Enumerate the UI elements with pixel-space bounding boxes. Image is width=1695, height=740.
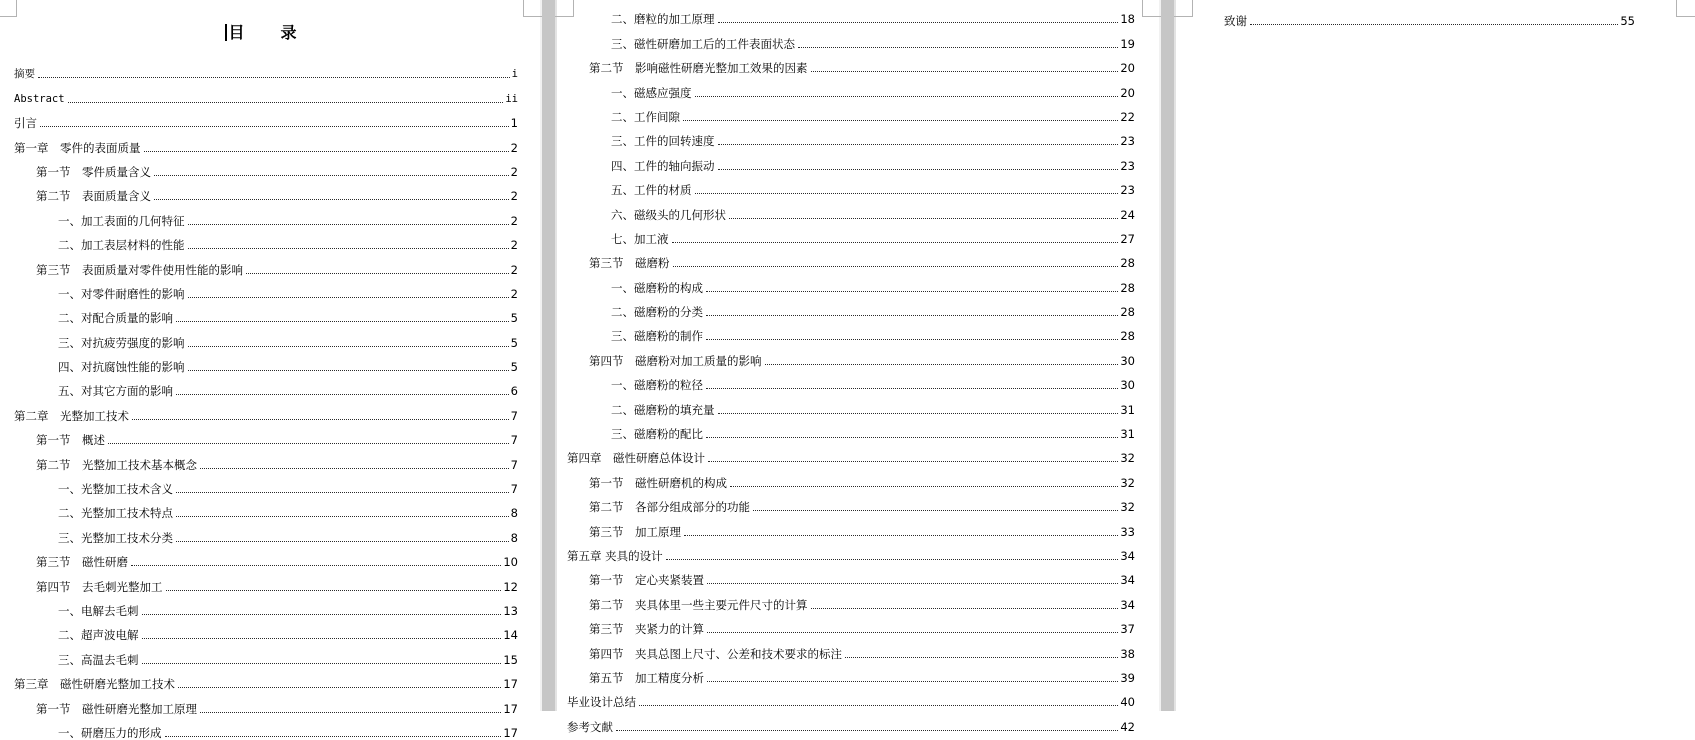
toc-leader-dots — [718, 401, 1119, 414]
toc-leader-dots — [132, 407, 509, 420]
page-gutter-1 — [540, 0, 557, 711]
toc-leader-dots — [200, 456, 509, 469]
toc-leader-dots — [684, 523, 1118, 536]
toc-entry-page-number: 28 — [1120, 280, 1135, 295]
toc-entry[interactable] — [567, 392, 1135, 416]
toc-entry-label: 二、光整加工技术特点 — [58, 506, 173, 521]
toc-leader-dots — [144, 139, 509, 152]
toc-entry-label: 一、对零件耐磨性的影响 — [58, 286, 185, 301]
toc-entry[interactable] — [567, 197, 1135, 221]
toc-entry-page-number: 5 — [510, 335, 518, 350]
toc-entry-label: 第四节 去毛刺光整加工 — [36, 579, 163, 594]
toc-entry-label: 一、磁磨粉的粒径 — [611, 378, 703, 393]
toc-leader-dots — [166, 578, 502, 591]
toc-leader-dots — [176, 480, 509, 493]
toc-entry-label: 三、光整加工技术分类 — [58, 530, 173, 545]
toc-entry[interactable] — [14, 398, 518, 422]
toc-entry[interactable] — [14, 203, 518, 227]
toc-leader-dots — [706, 425, 1118, 438]
toc-entry-page-number: 23 — [1120, 183, 1135, 198]
toc-entry-label: 第三节 表面质量对零件使用性能的影响 — [36, 262, 243, 277]
toc-entry[interactable] — [14, 642, 518, 666]
toc-entry-page-number: 32 — [1120, 475, 1135, 490]
toc-leader-dots — [40, 114, 509, 127]
toc-entry[interactable] — [567, 295, 1135, 319]
toc-entry[interactable] — [567, 490, 1135, 514]
toc-entry-page-number: 13 — [503, 603, 518, 618]
toc-leader-dots — [765, 352, 1119, 365]
toc-leader-dots — [708, 449, 1118, 462]
toc-leader-dots — [188, 334, 509, 347]
toc-leader-dots — [811, 59, 1119, 72]
toc-entry-page-number: i — [511, 68, 518, 81]
toc-leader-dots — [672, 230, 1119, 243]
toc-entry[interactable] — [14, 301, 518, 325]
toc-entry-page-number: 32 — [1120, 500, 1135, 515]
toc-leader-dots — [142, 626, 502, 639]
toc-entry-page-number: 32 — [1120, 451, 1135, 466]
toc-leader-dots — [188, 236, 509, 249]
page-2-body — [557, 2, 1159, 734]
toc-entry-page-number: 2 — [510, 262, 518, 277]
toc-leader-dots — [188, 358, 509, 371]
toc-entry-page-number: 19 — [1120, 36, 1135, 51]
toc-entry[interactable] — [14, 155, 518, 179]
toc-entry-label: 五、对其它方面的影响 — [58, 384, 173, 399]
toc-entry[interactable] — [14, 228, 518, 252]
toc-entry-label: 第二节 夹具体里一些主要元件尺寸的计算 — [589, 597, 808, 612]
toc-entry[interactable] — [567, 148, 1135, 172]
toc-entry[interactable] — [567, 539, 1135, 563]
toc-leader-dots — [673, 254, 1119, 267]
toc-entry-label: 三、磁性研磨加工后的工件表面状态 — [611, 36, 795, 51]
toc-leader-dots — [188, 212, 509, 225]
toc-entry-label: 第一章 零件的表面质量 — [14, 140, 141, 155]
toc-entry[interactable] — [567, 343, 1135, 367]
toc-entry-label: 二、加工表层材料的性能 — [58, 238, 185, 253]
toc-entry-label: 一、磁感应强度 — [611, 85, 692, 100]
toc-entry-page-number: 2 — [510, 164, 518, 179]
toc-list-page-2 — [567, 2, 1135, 734]
toc-entry-label: 三、对抗疲劳强度的影响 — [58, 335, 185, 350]
toc-leader-dots — [707, 571, 1118, 584]
toc-entry-page-number: 2 — [510, 140, 518, 155]
toc-entry-label: 一、磁磨粉的构成 — [611, 280, 703, 295]
toc-entry[interactable] — [14, 545, 518, 569]
toc-leader-dots — [108, 431, 509, 444]
toc-entry-page-number: 38 — [1120, 646, 1135, 661]
toc-entry[interactable] — [567, 685, 1135, 709]
toc-leader-dots — [200, 700, 501, 713]
page-title — [14, 22, 518, 44]
toc-leader-dots — [695, 181, 1119, 194]
toc-entry-page-number: 20 — [1120, 61, 1135, 76]
toc-entry-page-number: 40 — [1120, 695, 1135, 710]
toc-entry-label: 六、磁级头的几何形状 — [611, 207, 726, 222]
toc-entry-label: 三、磁磨粉的配比 — [611, 427, 703, 442]
toc-leader-dots — [706, 279, 1118, 292]
toc-entry-label: 毕业设计总结 — [567, 695, 636, 710]
toc-entry-page-number: 27 — [1120, 231, 1135, 246]
toc-entry-label: 致谢 — [1224, 14, 1247, 29]
toc-entry-page-number: 23 — [1120, 158, 1135, 173]
toc-leader-dots — [178, 675, 501, 688]
toc-entry[interactable] — [567, 417, 1135, 441]
toc-leader-dots — [683, 108, 1118, 121]
toc-entry-label: 第三节 夹紧力的计算 — [589, 622, 704, 637]
toc-leader-dots — [176, 504, 509, 517]
toc-entry[interactable] — [567, 222, 1135, 246]
toc-entry-page-number: 23 — [1120, 134, 1135, 149]
toc-entry[interactable] — [567, 319, 1135, 343]
toc-entry-page-number: 1 — [510, 116, 518, 131]
toc-entry[interactable] — [14, 716, 518, 740]
toc-entry[interactable] — [567, 661, 1135, 685]
toc-entry-page-number: 17 — [503, 701, 518, 716]
toc-leader-dots — [142, 602, 502, 615]
toc-leader-dots — [246, 261, 509, 274]
toc-leader-dots — [176, 309, 509, 322]
toc-entry[interactable] — [14, 325, 518, 349]
toc-entry[interactable] — [14, 179, 518, 203]
toc-entry[interactable] — [567, 100, 1135, 124]
toc-entry[interactable] — [567, 51, 1135, 75]
toc-leader-dots — [616, 718, 1118, 731]
toc-leader-dots — [165, 724, 502, 737]
document-page-2[interactable] — [557, 0, 1159, 734]
toc-entry-label: 四、工件的轴向振动 — [611, 158, 715, 173]
toc-entry-label: 第一节 概述 — [36, 433, 105, 448]
toc-entry-page-number: 12 — [503, 579, 518, 594]
toc-entry[interactable] — [14, 667, 518, 691]
toc-entry-page-number: 8 — [510, 530, 518, 545]
toc-leader-dots — [706, 376, 1118, 389]
toc-leader-dots — [730, 474, 1118, 487]
page-1-body — [0, 22, 540, 740]
document-page-3[interactable] — [1176, 0, 1693, 711]
toc-entry-page-number: 2 — [510, 213, 518, 228]
toc-entry-label: 第一节 磁性研磨光整加工原理 — [36, 701, 197, 716]
toc-entry-label: 一、光整加工技术含义 — [58, 482, 173, 497]
toc-entry-page-number: 42 — [1120, 719, 1135, 734]
toc-entry-label: 二、工作间隙 — [611, 109, 680, 124]
toc-entry-label: 二、磁磨粉的填充量 — [611, 402, 715, 417]
toc-entry[interactable] — [567, 270, 1135, 294]
toc-leader-dots — [798, 35, 1118, 48]
toc-entry-page-number: 14 — [503, 628, 518, 643]
toc-entry[interactable] — [14, 496, 518, 520]
toc-entry-page-number: 2 — [510, 189, 518, 204]
toc-entry-label: 第一节 定心夹紧装置 — [589, 573, 704, 588]
toc-entry-page-number: 30 — [1120, 353, 1135, 368]
toc-entry[interactable] — [567, 2, 1135, 26]
toc-entry-label: 一、加工表面的几何特征 — [58, 213, 185, 228]
toc-entry-page-number: 28 — [1120, 329, 1135, 344]
toc-entry-page-number: 6 — [510, 384, 518, 399]
toc-entry-page-number: 7 — [510, 457, 518, 472]
toc-leader-dots — [68, 90, 504, 103]
toc-entry-page-number: 39 — [1120, 670, 1135, 685]
toc-entry-page-number: 2 — [510, 238, 518, 253]
page-gutter-2 — [1159, 0, 1176, 711]
toc-list-page-1 — [14, 57, 518, 740]
toc-entry-label: 五、工件的材质 — [611, 183, 692, 198]
toc-leader-dots — [38, 65, 510, 78]
toc-entry-page-number: 28 — [1120, 305, 1135, 320]
toc-leader-dots — [1250, 12, 1618, 25]
toc-entry[interactable] — [567, 563, 1135, 587]
toc-entry[interactable] — [14, 81, 518, 105]
toc-entry-label: 第四节 夹具总图上尺寸、公差和技术要求的标注 — [589, 646, 842, 661]
toc-entry-label: 第一节 磁性研磨机的构成 — [589, 475, 727, 490]
toc-leader-dots — [729, 206, 1118, 219]
toc-entry[interactable] — [1224, 4, 1635, 28]
toc-entry-page-number: 2 — [510, 286, 518, 301]
toc-entry-page-number: 17 — [503, 725, 518, 740]
toc-entry[interactable] — [14, 520, 518, 544]
toc-entry-page-number: 37 — [1120, 622, 1135, 637]
toc-entry[interactable] — [567, 514, 1135, 538]
toc-leader-dots — [718, 10, 1119, 23]
toc-entry[interactable] — [14, 569, 518, 593]
toc-entry[interactable] — [567, 587, 1135, 611]
toc-leader-dots — [845, 645, 1118, 658]
toc-entry-label: Abstract — [14, 92, 65, 105]
toc-entry-label: 二、磨粒的加工原理 — [611, 12, 715, 27]
toc-entry[interactable] — [567, 124, 1135, 148]
toc-entry[interactable] — [14, 252, 518, 276]
toc-entry-page-number: ii — [505, 92, 518, 105]
page-3-body — [1176, 4, 1693, 28]
toc-entry-page-number: 34 — [1120, 573, 1135, 588]
toc-leader-dots — [188, 285, 509, 298]
toc-entry-label: 摘要 — [14, 68, 35, 81]
toc-leader-dots — [706, 303, 1118, 316]
toc-entry[interactable] — [14, 594, 518, 618]
toc-entry-label: 第二节 光整加工技术基本概念 — [36, 457, 197, 472]
toc-entry[interactable] — [14, 618, 518, 642]
toc-entry-label: 一、电解去毛刺 — [58, 603, 139, 618]
toc-entry-page-number: 31 — [1120, 427, 1135, 442]
toc-entry-label: 第三节 加工原理 — [589, 524, 681, 539]
toc-entry-page-number: 31 — [1120, 402, 1135, 417]
toc-entry[interactable] — [14, 106, 518, 130]
toc-list-page-3 — [1224, 4, 1635, 28]
document-page-1[interactable] — [0, 0, 540, 740]
toc-entry-label: 第二节 影响磁性研磨光整加工效果的因素 — [589, 61, 808, 76]
toc-entry-label: 三、高温去毛刺 — [58, 652, 139, 667]
toc-entry[interactable] — [14, 691, 518, 715]
toc-entry[interactable] — [567, 441, 1135, 465]
toc-leader-dots — [176, 529, 509, 542]
toc-entry-label: 引言 — [14, 116, 37, 131]
toc-entry[interactable] — [567, 709, 1135, 733]
toc-entry-page-number: 34 — [1120, 548, 1135, 563]
toc-entry[interactable] — [567, 173, 1135, 197]
toc-entry-page-number: 10 — [503, 555, 518, 570]
toc-entry-label: 第二章 光整加工技术 — [14, 408, 129, 423]
toc-entry-label: 参考文献 — [567, 719, 613, 734]
toc-leader-dots — [706, 327, 1118, 340]
toc-leader-dots — [718, 157, 1119, 170]
toc-entry-label: 一、研磨压力的形成 — [58, 725, 162, 740]
toc-leader-dots — [707, 669, 1118, 682]
toc-entry-page-number: 7 — [510, 408, 518, 423]
toc-entry-label: 第一节 零件质量含义 — [36, 164, 151, 179]
toc-entry-page-number: 55 — [1620, 14, 1635, 29]
toc-entry-page-number: 33 — [1120, 524, 1135, 539]
toc-entry-label: 第三节 磁性研磨 — [36, 555, 128, 570]
toc-leader-dots — [695, 84, 1119, 97]
toc-entry[interactable] — [14, 130, 518, 154]
toc-entry-page-number: 20 — [1120, 85, 1135, 100]
toc-entry-label: 第二节 各部分组成部分的功能 — [589, 500, 750, 515]
margin-crop-mark-top-left — [0, 0, 17, 17]
toc-entry-label: 第五节 加工精度分析 — [589, 670, 704, 685]
toc-entry[interactable] — [14, 277, 518, 301]
toc-entry[interactable] — [567, 636, 1135, 660]
toc-entry-page-number: 7 — [510, 433, 518, 448]
toc-entry-page-number: 17 — [503, 677, 518, 692]
toc-entry-label: 二、对配合质量的影响 — [58, 311, 173, 326]
toc-entry[interactable] — [567, 246, 1135, 270]
toc-entry[interactable] — [14, 57, 518, 81]
toc-entry-page-number: 28 — [1120, 256, 1135, 271]
toc-leader-dots — [154, 187, 509, 200]
toc-entry[interactable] — [567, 465, 1135, 489]
toc-entry-label: 第三章 磁性研磨光整加工技术 — [14, 677, 175, 692]
toc-entry-page-number: 15 — [503, 652, 518, 667]
toc-leader-dots — [666, 547, 1119, 560]
toc-entry-label: 二、磁磨粉的分类 — [611, 305, 703, 320]
toc-entry[interactable] — [567, 612, 1135, 636]
toc-entry-label: 二、超声波电解 — [58, 628, 139, 643]
toc-entry-page-number: 30 — [1120, 378, 1135, 393]
toc-entry[interactable] — [567, 26, 1135, 50]
toc-leader-dots — [811, 596, 1119, 609]
toc-entry-label: 第二节 表面质量含义 — [36, 189, 151, 204]
toc-entry[interactable] — [14, 472, 518, 496]
toc-leader-dots — [142, 651, 502, 664]
toc-leader-dots — [707, 620, 1118, 633]
toc-entry-page-number: 18 — [1120, 12, 1135, 27]
toc-entry[interactable] — [14, 374, 518, 398]
toc-leader-dots — [154, 163, 509, 176]
margin-crop-mark-top-right — [523, 0, 542, 17]
toc-entry[interactable] — [14, 350, 518, 374]
toc-entry-page-number: 5 — [510, 311, 518, 326]
toc-entry-label: 第四章 磁性研磨总体设计 — [567, 451, 705, 466]
toc-entry-label: 三、工件的回转速度 — [611, 134, 715, 149]
toc-entry[interactable] — [14, 447, 518, 471]
toc-entry-page-number: 34 — [1120, 597, 1135, 612]
toc-entry-page-number: 5 — [510, 360, 518, 375]
toc-entry-label: 七、加工液 — [611, 231, 669, 246]
toc-entry[interactable] — [567, 368, 1135, 392]
toc-entry[interactable] — [14, 423, 518, 447]
toc-entry-label: 第三节 磁磨粉 — [589, 256, 670, 271]
toc-entry-label: 四、对抗腐蚀性能的影响 — [58, 360, 185, 375]
toc-leader-dots — [176, 382, 509, 395]
toc-entry-page-number: 22 — [1120, 109, 1135, 124]
toc-entry[interactable] — [567, 75, 1135, 99]
page-title-text: 目 录 — [228, 23, 307, 42]
toc-entry-page-number: 7 — [510, 482, 518, 497]
toc-leader-dots — [753, 498, 1118, 511]
toc-entry-label: 第五章 夹具的设计 — [567, 548, 663, 563]
toc-entry-label: 三、磁磨粉的制作 — [611, 329, 703, 344]
toc-entry-page-number: 8 — [510, 506, 518, 521]
toc-leader-dots — [639, 693, 1118, 706]
toc-leader-dots — [718, 132, 1119, 145]
toc-entry-page-number: 24 — [1120, 207, 1135, 222]
toc-entry-label: 第四节 磁磨粉对加工质量的影响 — [589, 353, 762, 368]
toc-leader-dots — [131, 553, 501, 566]
